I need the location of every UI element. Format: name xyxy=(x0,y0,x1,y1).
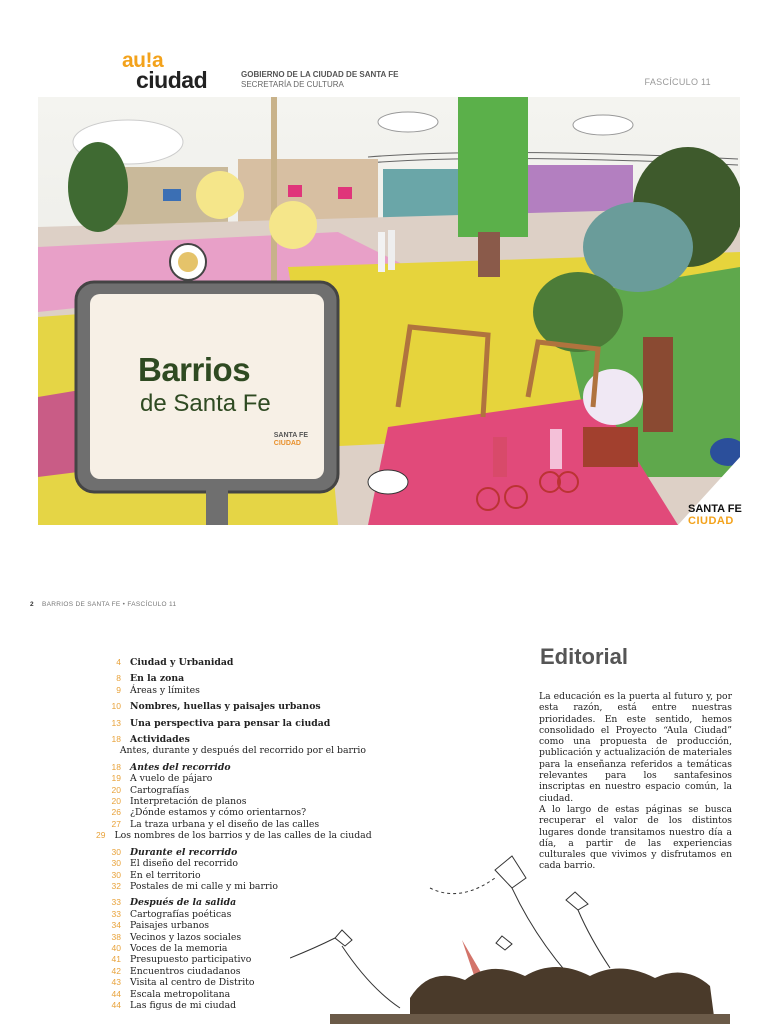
toc-page-number: 42 xyxy=(111,965,121,976)
toc-entry-title: En el territorio xyxy=(130,869,201,881)
toc-page-number: 43 xyxy=(111,977,121,988)
editorial-paragraph: A lo largo de estas páginas se busca recuperar el valor de los distintos lugares donde transitamos nuestro día a día, a partir de las experiencias culturales que vivimos y disfrutamos en cada barrio. xyxy=(539,803,732,872)
toc-item xyxy=(96,807,366,818)
toc-item xyxy=(96,796,366,807)
toc-entry-title: Voces de la memoria xyxy=(130,942,228,954)
toc-entry-title: Encuentros ciudadanos xyxy=(130,965,241,977)
toc-entry-title: Cartografías xyxy=(130,784,190,796)
sign-santa-fe-badge xyxy=(274,432,308,448)
toc-entry-title: Las figus de mi ciudad xyxy=(130,999,237,1011)
government-credit xyxy=(241,70,398,90)
toc-page-number: 18 xyxy=(111,761,121,772)
toc-page-number: 33 xyxy=(111,897,121,908)
toc-page-number: 44 xyxy=(111,988,121,999)
toc-entry-title: Postales de mi calle y mi barrio xyxy=(130,880,278,892)
toc-entry-title: Los nombres de los barrios y de las calles de la ciudad xyxy=(114,830,372,842)
toc-item xyxy=(96,701,366,712)
logo-line-1: au!a xyxy=(122,49,164,72)
toc-page-number: 9 xyxy=(116,684,121,695)
editorial-title: Editorial xyxy=(540,644,629,669)
toc-entry-title: Nombres, huellas y paisajes urbanos xyxy=(130,701,321,713)
toc-item xyxy=(96,819,366,830)
toc-item xyxy=(96,745,366,756)
toc-entry-title: En la zona xyxy=(130,673,185,685)
toc-item xyxy=(96,830,372,842)
running-header xyxy=(30,601,176,608)
page-number: 2 xyxy=(30,601,34,608)
toc-page-number: 30 xyxy=(111,846,121,857)
editorial-paragraph: La educación es la puerta al futuro y, por esta razón, está entre nuestras prioridades. En este sentido, hemos consolidado el Proyecto “Aula Ciudad” como una propuesta de producción, publicación y actualización de materiales para la enseñanza referidos a temáticas relevantes para los santafesinos inscriptas en nuestro espacio común, la ciudad. xyxy=(539,691,732,804)
toc-entry-title: Vecinos y lazos sociales xyxy=(130,931,242,943)
toc-item xyxy=(96,773,366,784)
toc-entry-title: Después de la salida xyxy=(130,897,237,909)
kites-illustration xyxy=(290,848,740,1024)
toc-entry-title: Actividades xyxy=(130,734,190,746)
toc-page-number: 30 xyxy=(111,869,121,880)
toc-item xyxy=(96,685,366,696)
toc-entry-title: Paisajes urbanos xyxy=(130,920,210,932)
aula-ciudad-logo xyxy=(122,49,222,93)
toc-item xyxy=(96,673,366,684)
sign-title-line-1: Barrios xyxy=(138,351,251,388)
toc-entry-title: El diseño del recorrido xyxy=(130,858,238,870)
issue-number: FASCÍCULO 11 xyxy=(644,77,711,87)
editorial-body xyxy=(539,691,732,872)
toc-item xyxy=(96,785,366,796)
toc-page-number: 26 xyxy=(111,807,121,818)
toc-page-number: 32 xyxy=(111,880,121,891)
toc-page-number: 27 xyxy=(111,818,121,829)
toc-page-number: 30 xyxy=(111,858,121,869)
toc-entry-title: Interpretación de planos xyxy=(130,796,247,808)
barrios-sign xyxy=(92,295,318,460)
running-header-text: BARRIOS DE SANTA FE • FASCÍCULO 11 xyxy=(42,601,177,608)
toc-entry-title: ¿Dónde estamos y cómo orientarnos? xyxy=(130,807,307,819)
sign-title-line-2: de Santa Fe xyxy=(140,390,271,417)
toc-entry-title: Antes del recorrido xyxy=(130,761,231,773)
sign-badge-line-1: SANTA FE xyxy=(273,432,308,439)
gov-line-2: SECRETARÍA DE CULTURA xyxy=(241,80,344,89)
toc-page-number: 4 xyxy=(116,657,121,667)
corner-badge-line-1: SANTA FE xyxy=(688,503,742,515)
toc-entry-title: Antes, durante y después del recorrido por el barrio xyxy=(119,745,366,757)
toc-page-number: 44 xyxy=(111,999,121,1010)
toc-page-number: 10 xyxy=(111,701,121,712)
toc-item xyxy=(96,718,366,729)
toc-page-number: 8 xyxy=(116,673,121,684)
toc-page-number: 19 xyxy=(111,773,121,784)
toc-entry-title: Escala metropolitana xyxy=(130,988,231,1000)
toc-entry-title: Áreas y límites xyxy=(130,684,200,696)
toc-page-number: 38 xyxy=(111,931,121,942)
toc-entry-title: Ciudad y Urbanidad xyxy=(130,657,234,668)
toc-page-number: 20 xyxy=(111,784,121,795)
toc-entry-title: La traza urbana y el diseño de las calles xyxy=(130,818,320,830)
toc-page-number: 34 xyxy=(111,920,121,931)
toc-item xyxy=(96,734,366,745)
toc-page-number: 13 xyxy=(111,717,121,728)
toc-entry-title: Visita al centro de Distrito xyxy=(130,977,255,989)
santa-fe-ciudad-logo xyxy=(688,503,742,527)
sign-badge-line-2: CIUDAD xyxy=(273,440,301,447)
kites-and-crowd-drawing xyxy=(290,848,740,1024)
toc-entry-title: A vuelo de pájaro xyxy=(130,773,213,785)
toc-page-number: 29 xyxy=(96,830,106,841)
toc-entry-title: Presupuesto participativo xyxy=(130,954,252,966)
toc-page-number: 20 xyxy=(111,796,121,807)
toc-page-number: 41 xyxy=(111,954,121,965)
gov-line-1: GOBIERNO DE LA CIUDAD DE SANTA FE xyxy=(241,70,399,79)
toc-page-number: 40 xyxy=(111,942,121,953)
toc-item xyxy=(96,762,366,773)
logo-line-2: ciudad xyxy=(136,67,208,93)
toc-page-number: 18 xyxy=(111,734,121,745)
toc-page-number: 33 xyxy=(111,908,121,919)
toc-item xyxy=(96,657,366,668)
toc-entry-title: Cartografías poéticas xyxy=(130,908,232,920)
corner-badge-line-2: CIUDAD xyxy=(688,515,734,527)
toc-entry-title: Una perspectiva para pensar la ciudad xyxy=(130,717,331,729)
toc-entry-title: Durante el recorrido xyxy=(130,846,238,858)
